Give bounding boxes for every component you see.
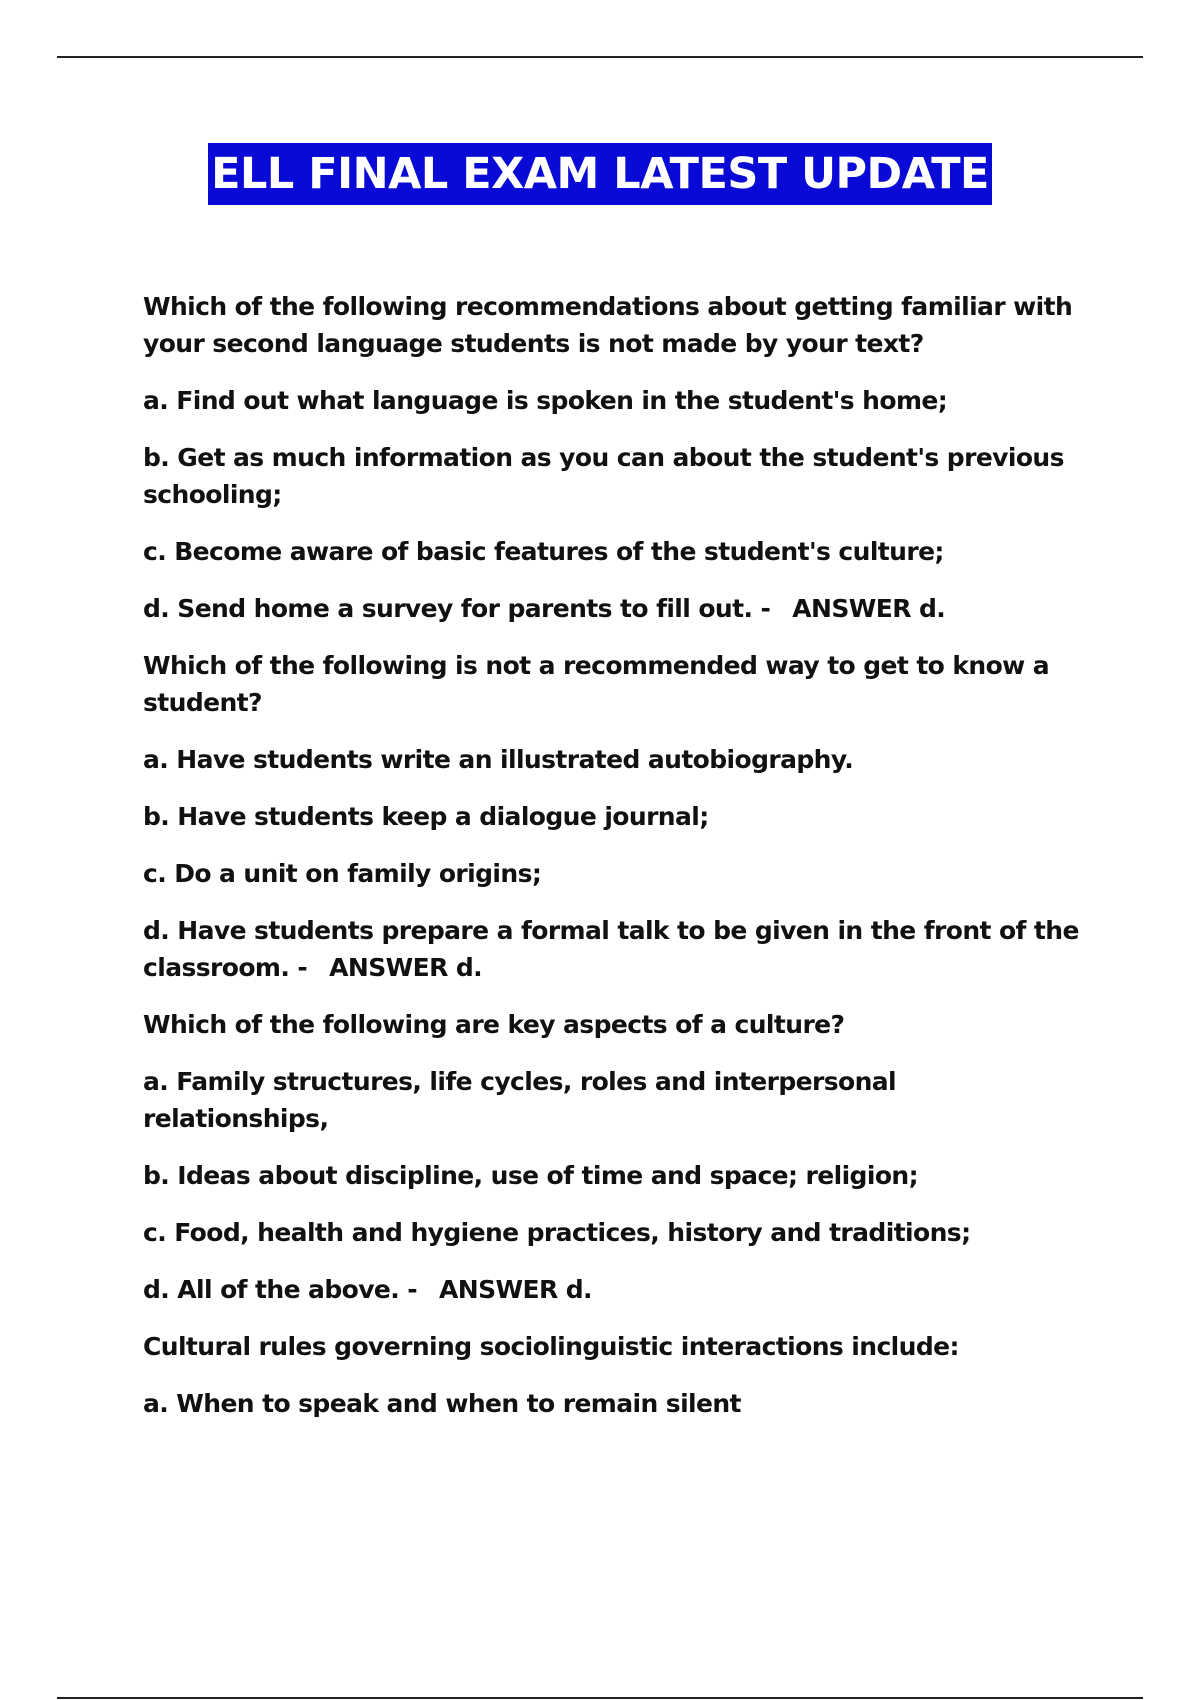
question-1-option-d: d. Send home a survey for parents to fill out. - ANSWER d.: [143, 594, 946, 623]
question-3: Which of the following are key aspects of a culture?: [143, 1010, 845, 1039]
question-1: Which of the following recommendations about getting familiar with your second language students is not made by your text?: [143, 292, 1073, 358]
title-banner: [0, 143, 1200, 205]
question-4-option-a: a. When to speak and when to remain silent: [143, 1389, 741, 1418]
question-1-option-c: c. Become aware of basic features of the student's culture;: [143, 537, 944, 566]
answer-label: ANSWER d.: [329, 953, 483, 982]
question-1-option-b: b. Get as much information as you can about the student's previous schooling;: [143, 443, 1064, 509]
question-3-option-a: a. Family structures, life cycles, roles and interpersonal relationships,: [143, 1067, 897, 1133]
question-2-option-c: c. Do a unit on family origins;: [143, 859, 542, 888]
question-3-option-d: d. All of the above. - ANSWER d.: [143, 1275, 592, 1304]
question-1-option-a: a. Find out what language is spoken in the student's home;: [143, 386, 948, 415]
answer-label: ANSWER d.: [439, 1275, 592, 1304]
answer-label: ANSWER d.: [792, 594, 946, 623]
document-body: [143, 288, 1083, 1442]
question-3-option-c: c. Food, health and hygiene practices, history and traditions;: [143, 1218, 971, 1247]
question-3-option-b: b. Ideas about discipline, use of time and space; religion;: [143, 1161, 918, 1190]
question-2: Which of the following is not a recommended way to get to know a student?: [143, 651, 1050, 717]
question-2-option-b: b. Have students keep a dialogue journal;: [143, 802, 709, 831]
document-title: ELL FINAL EXAM LATEST UPDATE: [208, 143, 992, 205]
question-4: Cultural rules governing sociolinguistic interactions include:: [143, 1332, 959, 1361]
bottom-rule: [57, 1697, 1143, 1699]
question-2-option-d: d. Have students prepare a formal talk to be given in the front of the classroom. - ANSWER d.: [143, 916, 1079, 982]
top-rule: [57, 56, 1143, 58]
question-2-option-a: a. Have students write an illustrated autobiography.: [143, 745, 854, 774]
